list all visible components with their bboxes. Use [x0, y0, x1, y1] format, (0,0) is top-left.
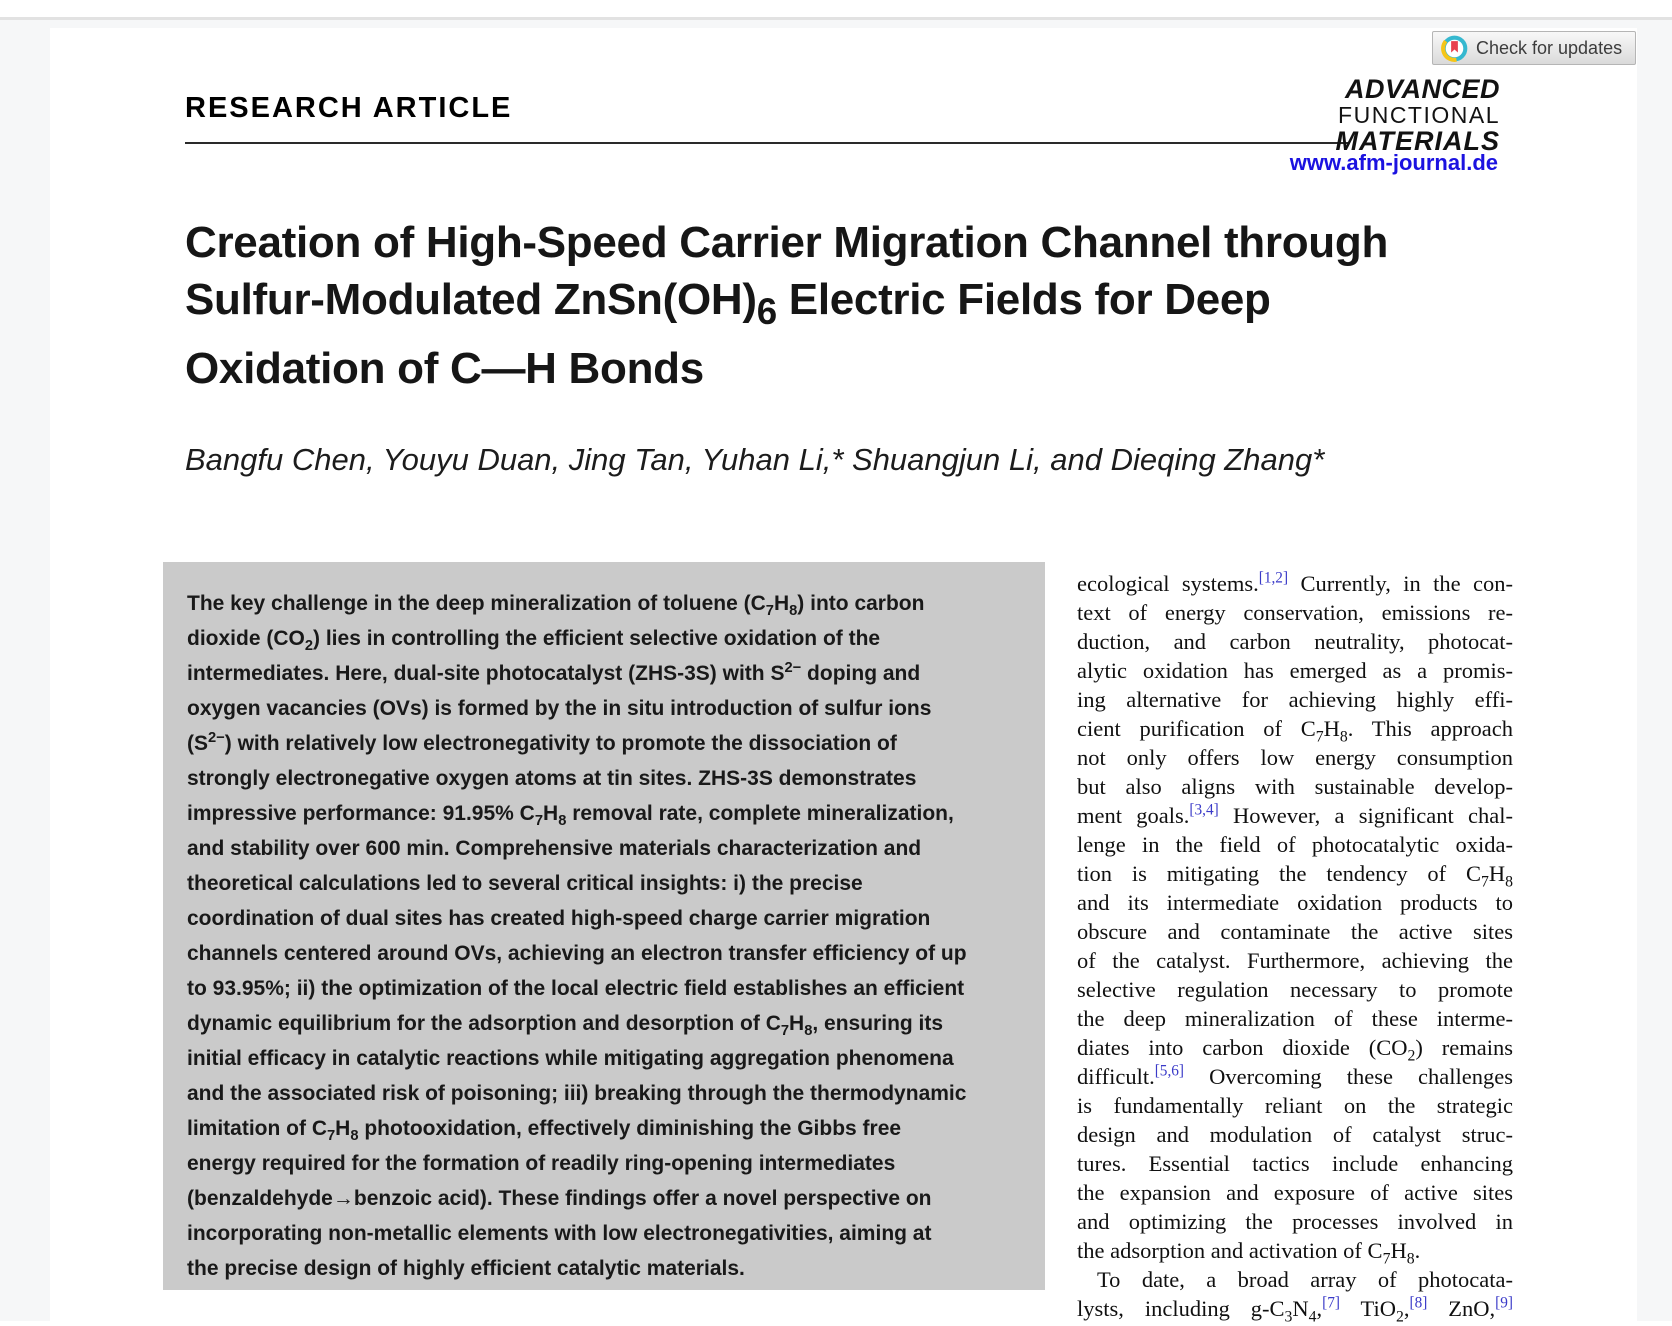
intro-line: and optimizing the processes involved in — [1077, 1209, 1513, 1234]
author-list: Bangfu Chen, Youyu Duan, Jing Tan, Yuhan Li,* Shuangjun Li, and Dieqing Zhang* — [185, 442, 1325, 477]
abstract-line: theoretical calculations led to several critical insights: i) the precise — [187, 872, 863, 895]
abstract-line: channels centered around OVs, achieving an electron transfer efficiency of up — [187, 942, 967, 965]
article-type-label: RESEARCH ARTICLE — [185, 92, 513, 124]
journal-logo — [1336, 76, 1501, 155]
title-line: Oxidation of C—H Bonds — [185, 343, 704, 393]
abstract-line: incorporating non-metallic elements with low electronegativities, aiming at — [187, 1222, 932, 1245]
intro-line: text of energy conservation, emissions re- — [1077, 600, 1513, 625]
intro-line: tion is mitigating the tendency of $C_7H_8$ — [1077, 861, 1513, 891]
logo-line-advanced: ADVANCED — [1344, 74, 1500, 104]
intro-line: tures. Essential tactics include enhancing — [1077, 1151, 1513, 1176]
intro-line: To date, a broad array of photocata- — [1097, 1267, 1513, 1292]
abstract-line: the precise design of highly efficient catalytic materials. — [187, 1257, 745, 1280]
intro-line: lenge in the field of photocatalytic oxida- — [1077, 832, 1513, 857]
intro-line: ment goals.[3,4] However, a significant chal- — [1077, 801, 1513, 828]
check-for-updates-label: Check for updates — [1476, 37, 1623, 58]
abstract-text — [163, 562, 1045, 1286]
intro-line: selective regulation necessary to promote — [1077, 977, 1513, 1002]
abstract-line: energy required for the formation of readily ring-opening intermediates — [187, 1152, 896, 1175]
logo-line-functional: FUNCTIONAL — [1338, 102, 1500, 128]
abstract-line: to 93.95%; ii) the optimization of the local electric field establishes an efficient — [187, 977, 965, 1000]
header-rule — [185, 142, 1348, 144]
abstract-box — [163, 562, 1045, 1290]
abstract-line: dynamic equilibrium for the adsorption and desorption of $C_7H_8$, ensuring its — [187, 1012, 944, 1040]
intro-line: design and modulation of catalyst struc- — [1077, 1122, 1513, 1147]
abstract-line: intermediates. Here, dual-site photocatalyst (ZHS-3S) with $S^{2-}$ doping and — [187, 660, 921, 685]
article-title — [185, 214, 1605, 397]
intro-line: diates into carbon dioxide $(CO_2)$ remains — [1077, 1035, 1513, 1065]
abstract-line: dioxide $(CO_2)$ lies in controlling the efficient selective oxidation of the — [187, 627, 881, 655]
intro-column — [1077, 569, 1514, 1326]
document-page — [50, 28, 1637, 1326]
intro-line: but also aligns with sustainable develop- — [1077, 774, 1513, 799]
abstract-line: limitation of $C_7H_8$ photooxidation, effectively diminishing the Gibbs free — [187, 1117, 902, 1145]
intro-line: difficult.[5,6] Overcoming these challenges — [1077, 1062, 1513, 1089]
abstract-line: coordination of dual sites has created high-speed charge carrier migration — [187, 907, 931, 930]
intro-line: the deep mineralization of these interme- — [1077, 1006, 1513, 1031]
intro-line: alytic oxidation has emerged as a promis- — [1077, 658, 1513, 683]
intro-line: lysts, including $g-C_3N_4,[7]$ TiO$_2$,[8] ZnO,[9] — [1077, 1294, 1514, 1326]
abstract-line: oxygen vacancies (OVs) is formed by the in situ introduction of sulfur ions — [187, 697, 932, 720]
abstract-line: and the associated risk of poisoning; iii) breaking through the thermodynamic — [187, 1082, 967, 1105]
title-line: Creation of High-Speed Carrier Migration Channel through — [185, 218, 1389, 267]
abstract-line: strongly electronegative oxygen atoms at tin sites. ZHS-3S demonstrates — [187, 767, 917, 790]
crossmark-icon — [1441, 35, 1468, 62]
journal-url-link[interactable]: www.afm-journal.de — [1289, 150, 1498, 175]
abstract-line: The key challenge in the deep mineralization of toluene $(C_7H_8)$ into carbon — [187, 592, 925, 620]
intro-line: and its intermediate oxidation products to — [1077, 890, 1513, 915]
intro-line: ing alternative for achieving highly effi- — [1077, 687, 1513, 712]
intro-line: the adsorption and activation of $C_7H_8$. — [1077, 1238, 1421, 1268]
logo-line-materials: MATERIALS — [1335, 126, 1500, 156]
intro-line: is fundamentally reliant on the strategic — [1077, 1093, 1513, 1118]
check-for-updates-button[interactable] — [1432, 31, 1636, 65]
abstract-line: impressive performance: 91.95% $C_7H_8$ removal rate, complete mineralization, — [187, 802, 954, 830]
abstract-line: (benzaldehyde→benzoic acid). These findings offer a novel perspective on — [187, 1187, 932, 1210]
intro-line: cient purification of $C_7H_8$. This approach — [1077, 716, 1513, 746]
intro-line: not only offers low energy consumption — [1077, 745, 1513, 770]
abstract-line: $(S^{2-})$ with relatively low electronegativity to promote the dissociation of — [187, 730, 897, 755]
intro-line: obscure and contaminate the active sites — [1077, 919, 1513, 944]
abstract-line: initial efficacy in catalytic reactions while mitigating aggregation phenomena — [187, 1047, 954, 1070]
title-line: Sulfur-Modulated $ZnSn(OH)_6$ Electric Fields for Deep — [185, 275, 1271, 332]
intro-line: duction, and carbon neutrality, photocat- — [1077, 629, 1513, 654]
browser-top-strip — [0, 0, 1672, 17]
intro-line: the expansion and exposure of active sites — [1077, 1180, 1513, 1205]
abstract-line: and stability over 600 min. Comprehensive materials characterization and — [187, 837, 922, 860]
intro-line: ecological systems.[1,2] Currently, in the con- — [1077, 569, 1513, 596]
intro-line: of the catalyst. Furthermore, achieving the — [1077, 948, 1513, 973]
